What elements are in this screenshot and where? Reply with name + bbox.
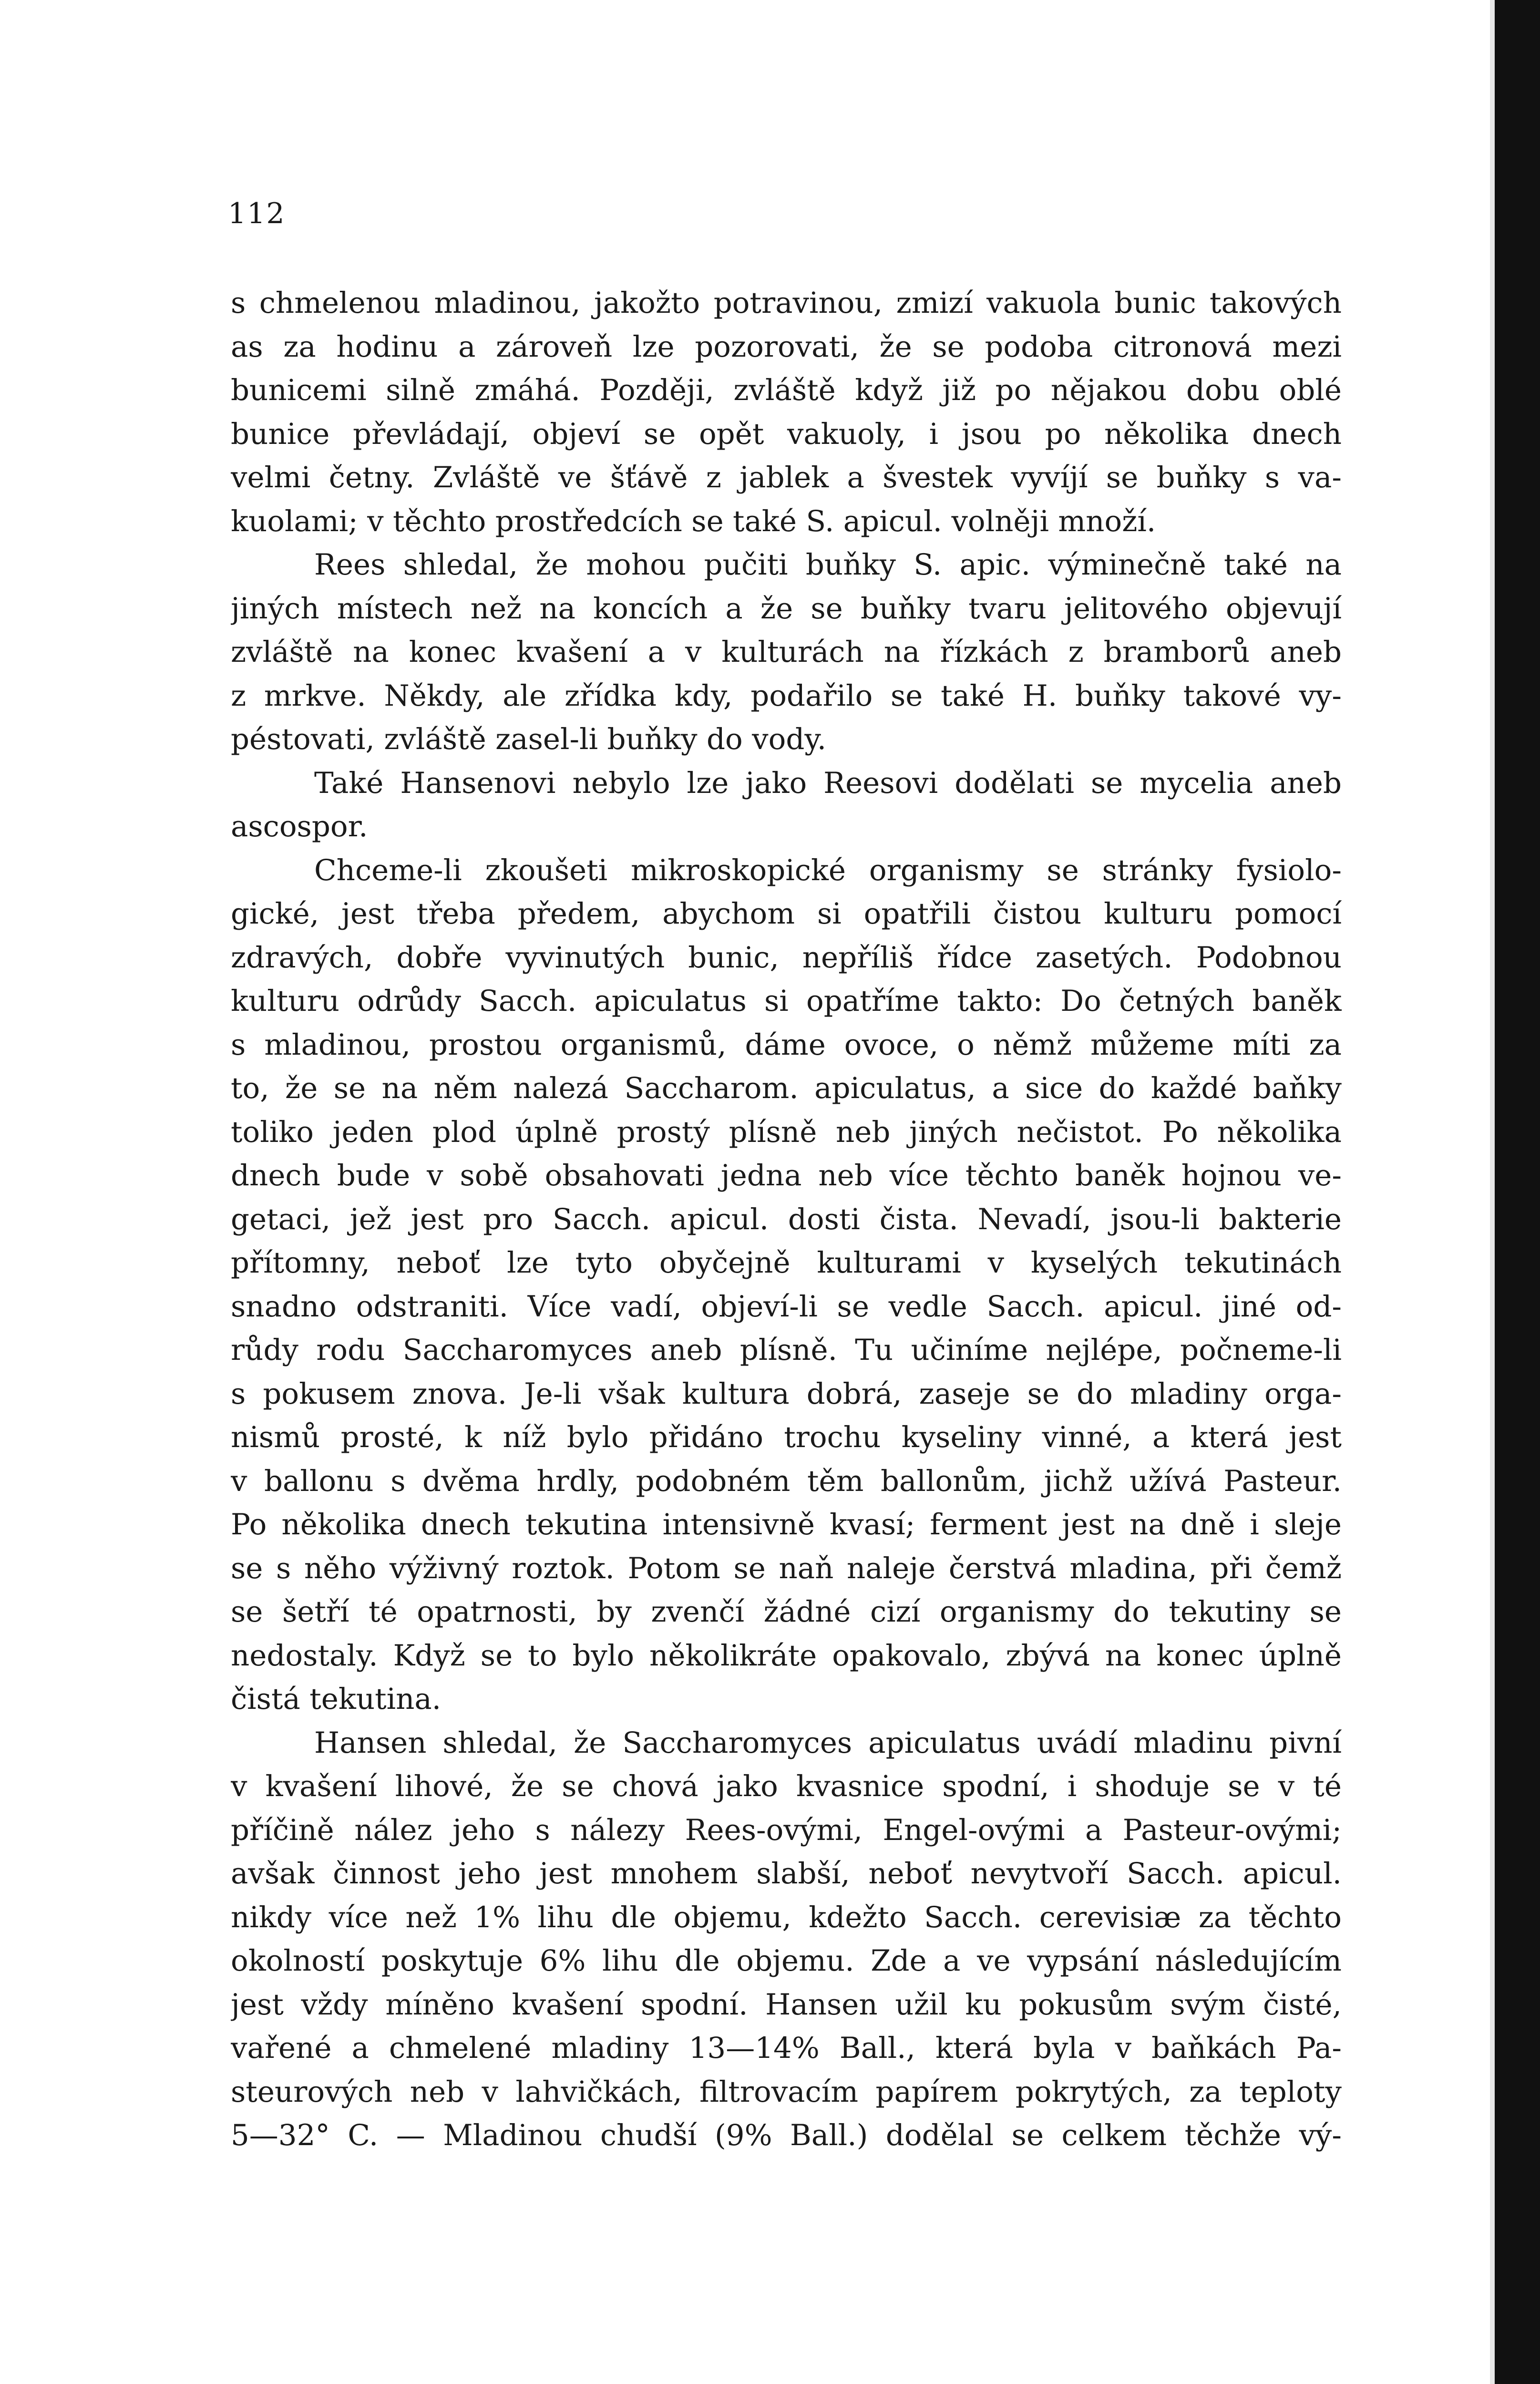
text-line: Chceme-li zkoušeti mikroskopické organismy se stránky fysiolo-: [314, 853, 1342, 887]
text-line: v ballonu s dvěma hrdly, podobném těm ballonům, jichž užívá Pasteur.: [231, 1464, 1342, 1498]
body-text: [231, 281, 1342, 2158]
text-line: v kvašení lihové, že se chová jako kvasnice spodní, i shoduje se v té: [231, 1769, 1342, 1803]
text-line: Také Hansenovi nebylo lze jako Reesovi dodělati se mycelia aneb: [314, 766, 1342, 800]
scan-edge-shadow: [1490, 0, 1495, 2384]
text-line: se s něho výživný roztok. Potom se naň naleje čerstvá mladina, při čemž: [231, 1551, 1342, 1585]
text-line: s chmelenou mladinou, jakožto potravinou, zmizí vakuola bunic takových: [231, 286, 1342, 320]
text-line: zvláště na konec kvašení a v kulturách na řízkách z bramborů aneb: [231, 635, 1342, 669]
text-line: Rees shledal, že mohou pučiti buňky S. apic. výminečně také na: [314, 548, 1342, 582]
text-line: steurových neb v lahvičkách, filtrovacím papírem pokrytých, za teploty: [231, 2075, 1342, 2109]
text-line: to, že se na něm nalezá Saccharom. apiculatus, a sice do každé baňky: [231, 1071, 1342, 1105]
text-line: nedostaly. Když se to bylo několikráte opakovalo, zbývá na konec úplně: [231, 1638, 1342, 1673]
text-line: bunice převládají, objeví se opět vakuoly, i jsou po několika dnech: [231, 417, 1342, 451]
text-line: bunicemi silně zmáhá. Později, zvláště když již po nějakou dobu oblé: [231, 373, 1342, 407]
text-line: jest vždy míněno kvašení spodní. Hansen užil ku pokusům svým čisté,: [231, 1987, 1342, 2022]
text-line: Po několika dnech tekutina intensivně kvasí; ferment jest na dně i sleje: [231, 1508, 1342, 1541]
text-line: kuolami; v těchto prostředcích se také S. apicul. volněji množí.: [231, 504, 1156, 538]
text-line: nismů prosté, k níž bylo přidáno trochu kyseliny vinné, a která jest: [231, 1420, 1342, 1454]
text-line: dnech bude v sobě obsahovati jedna neb více těchto baněk hojnou ve-: [231, 1159, 1342, 1192]
text-line: snadno odstraniti. Více vadí, objeví-li se vedle Sacch. apicul. jiné od-: [231, 1289, 1342, 1324]
text-line: gické, jest třeba předem, abychom si opatřili čistou kulturu pomocí: [231, 897, 1342, 931]
text-line: 5—32° C. — Mladinou chudší (9% Ball.) dodělal se celkem těchže vý-: [231, 2118, 1342, 2152]
text-line: kulturu odrůdy Sacch. apiculatus si opatříme takto: Do četných baněk: [231, 984, 1342, 1018]
text-line: velmi četny. Zvláště ve šťávě z jablek a švestek vyvíjí se buňky s va-: [231, 461, 1342, 494]
text-line: péstovati, zvláště zasel-li buňky do vody.: [231, 722, 827, 756]
text-line: jiných místech než na koncích a že se buňky tvaru jelitového objevují: [231, 591, 1342, 626]
text-line: příčině nález jeho s nálezy Rees-ovými, Engel-ovými a Pasteur-ovými;: [231, 1813, 1342, 1847]
text-line: okolností poskytuje 6% lihu dle objemu. Zde a ve vypsání následujícím: [231, 1944, 1342, 1978]
text-line: zdravých, dobře vyvinutých bunic, nepříliš řídce zasetých. Podobnou: [231, 940, 1342, 975]
text-line: nikdy více než 1% lihu dle objemu, kdežto Sacch. cerevisiæ za těchto: [231, 1900, 1342, 1934]
text-line: přítomny, neboť lze tyto obyčejně kulturami v kyselých tekutinách: [231, 1246, 1342, 1280]
page-number: 112: [228, 197, 286, 230]
text-line: z mrkve. Někdy, ale zřídka kdy, podařilo se také H. buňky takové vy-: [231, 678, 1342, 713]
text-line: toliko jeden plod úplně prostý plísně neb jiných nečistot. Po několika: [231, 1115, 1342, 1149]
text-line: s mladinou, prostou organismů, dáme ovoce, o němž můžeme míti za: [231, 1028, 1342, 1062]
text-line: s pokusem znova. Je-li však kultura dobrá, zaseje se do mladiny orga-: [231, 1377, 1342, 1411]
text-line: vařené a chmelené mladiny 13—14% Ball., která byla v baňkách Pa-: [231, 2031, 1342, 2065]
text-line: ascospor.: [231, 810, 368, 843]
text-line: avšak činnost jeho jest mnohem slabší, neboť nevytvoří Sacch. apicul.: [231, 1857, 1342, 1891]
text-line: čistá tekutina.: [231, 1682, 441, 1716]
text-line: getaci, jež jest pro Sacch. apicul. dosti čista. Nevadí, jsou-li bakterie: [231, 1202, 1342, 1236]
text-line: as za hodinu a zároveň lze pozorovati, že se podoba citronová mezi: [231, 329, 1342, 364]
text-line: se šetří té opatrnosti, by zvenčí žádné cizí organismy do tekutiny se: [231, 1595, 1342, 1629]
text-line: Hansen shledal, že Saccharomyces apiculatus uvádí mladinu pivní: [314, 1726, 1342, 1760]
text-line: růdy rodu Saccharomyces aneb plísně. Tu učiníme nejlépe, počneme-li: [231, 1333, 1342, 1367]
scan-edge-bar: [1495, 0, 1540, 2384]
